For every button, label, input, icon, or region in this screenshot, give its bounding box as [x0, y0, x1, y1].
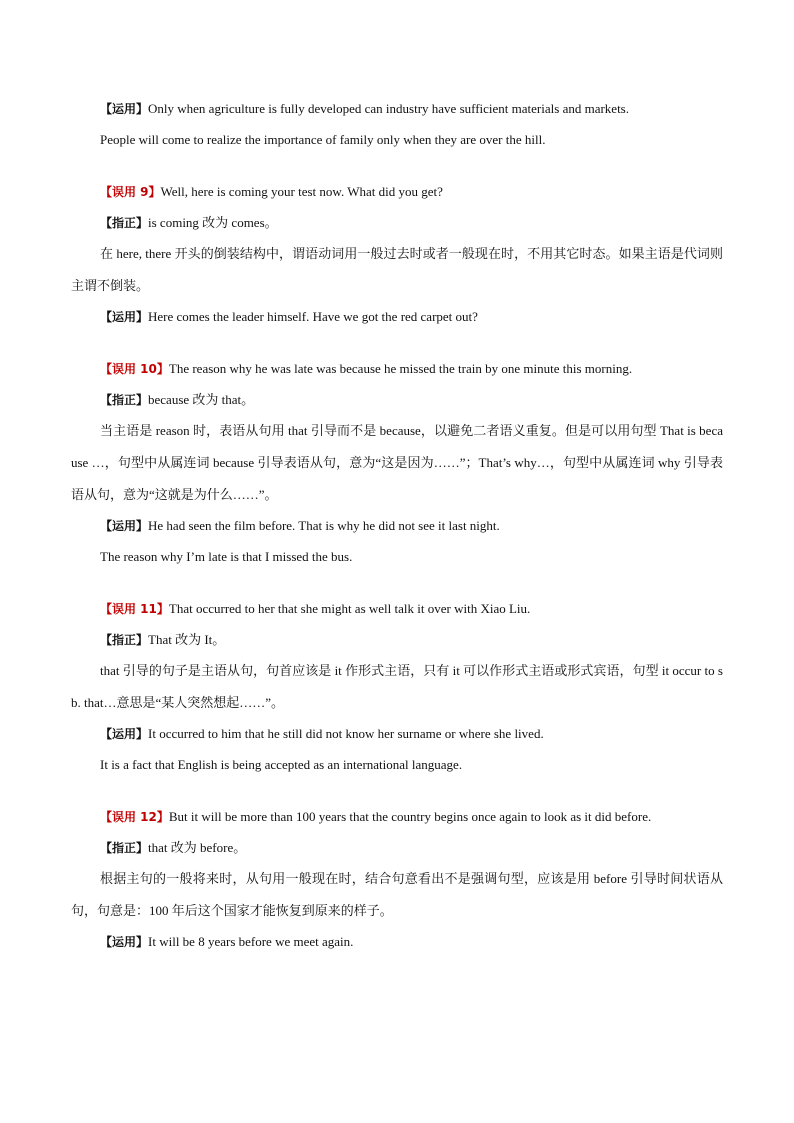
apply-line [71, 516, 723, 536]
fix-text: because 改为 that。 [148, 392, 255, 407]
apply-line [71, 307, 723, 327]
explanation-paragraph: 当主语是 reason 时，表语从句用 that 引导而不是 because，以避免二者语义重复。但是可以用句型 That is because …，句型中从属连词 because 引导表语从句，意为“这是因为……”；That’s why…，句型中从属连词 why 引导表语从句，意为“这就是为什么……”。 [71, 423, 723, 502]
fix-line [71, 213, 723, 233]
error-text: The reason why he was late was because he missed the train by one minute this morning. [168, 361, 633, 376]
explanation-wrap [71, 655, 723, 719]
section-gap [71, 338, 723, 359]
error-text: Well, here is coming your test now. What did you get? [160, 184, 443, 199]
section-gap [71, 161, 723, 182]
error-line [71, 807, 723, 827]
apply-label: 【运用】 [100, 519, 149, 533]
fix-label: 【指正】 [100, 841, 149, 855]
example-line: People will come to realize the importance of family only when they are over the hill. [100, 132, 546, 147]
section-apply-intro [71, 99, 723, 150]
example-line: The reason why I’m late is that I missed the bus. [100, 549, 353, 564]
apply-line [71, 724, 723, 744]
fix-label: 【指正】 [100, 393, 149, 407]
error-text: That occurred to her that she might as well talk it over with Xiao Liu. [168, 601, 531, 616]
section-error-10 [71, 359, 723, 567]
error-line [71, 359, 723, 379]
error-label: 【误用 12】 [100, 810, 169, 824]
error-text: But it will be more than 100 years that the country begins once again to look as it did before. [168, 809, 652, 824]
explanation-paragraph: 根据主句的一般将来时，从句用一般现在时，结合句意看出不是强调句型，应该是用 before 引导时间状语从句，句意是：100 年后这个国家才能恢复到原来的样子。 [71, 871, 723, 918]
error-label: 【误用 9】 [100, 185, 161, 199]
fix-text: is coming 改为 comes。 [148, 215, 278, 230]
apply-text: Only when agriculture is fully developed can industry have sufficient materials and markets. [148, 101, 629, 116]
fix-label: 【指正】 [100, 633, 149, 647]
fix-text: that 改为 before。 [148, 840, 247, 855]
fix-line [71, 838, 723, 858]
apply-label: 【运用】 [100, 935, 149, 949]
explanation-paragraph: 在 here, there 开头的倒装结构中，谓语动词用一般过去时或者一般现在时，不用其它时态。如果主语是代词则主谓不倒装。 [71, 246, 723, 293]
fix-line [71, 390, 723, 410]
apply-label: 【运用】 [100, 310, 149, 324]
section-gap [71, 786, 723, 807]
apply-label: 【运用】 [100, 102, 149, 116]
fix-label: 【指正】 [100, 216, 149, 230]
error-line [71, 182, 723, 202]
apply-label: 【运用】 [100, 727, 149, 741]
example-line: It is a fact that English is being accepted as an international language. [100, 757, 463, 772]
apply-text: Here comes the leader himself. Have we got the red carpet out? [148, 309, 478, 324]
fix-text: That 改为 It。 [148, 632, 226, 647]
apply-line [71, 99, 723, 119]
section-gap [71, 578, 723, 599]
section-error-9 [71, 182, 723, 327]
error-label: 【误用 10】 [100, 362, 169, 376]
explanation-paragraph: that 引导的句子是主语从句，句首应该是 it 作形式主语，只有 it 可以作形式主语或形式宾语，句型 it occur to sb. that…意思是“某人突然想起……”。 [71, 663, 723, 710]
document-content [71, 99, 723, 963]
apply-text: It will be 8 years before we meet again. [148, 934, 354, 949]
apply-line [71, 932, 723, 952]
apply-text: He had seen the film before. That is why he did not see it last night. [148, 518, 500, 533]
explanation-wrap [71, 415, 723, 511]
fix-line [71, 630, 723, 650]
error-label: 【误用 11】 [100, 602, 169, 616]
section-error-12 [71, 807, 723, 952]
explanation-wrap [71, 238, 723, 302]
apply-text: It occurred to him that he still did not know her surname or where she lived. [148, 726, 544, 741]
section-error-11 [71, 599, 723, 775]
error-line [71, 599, 723, 619]
explanation-wrap [71, 863, 723, 927]
